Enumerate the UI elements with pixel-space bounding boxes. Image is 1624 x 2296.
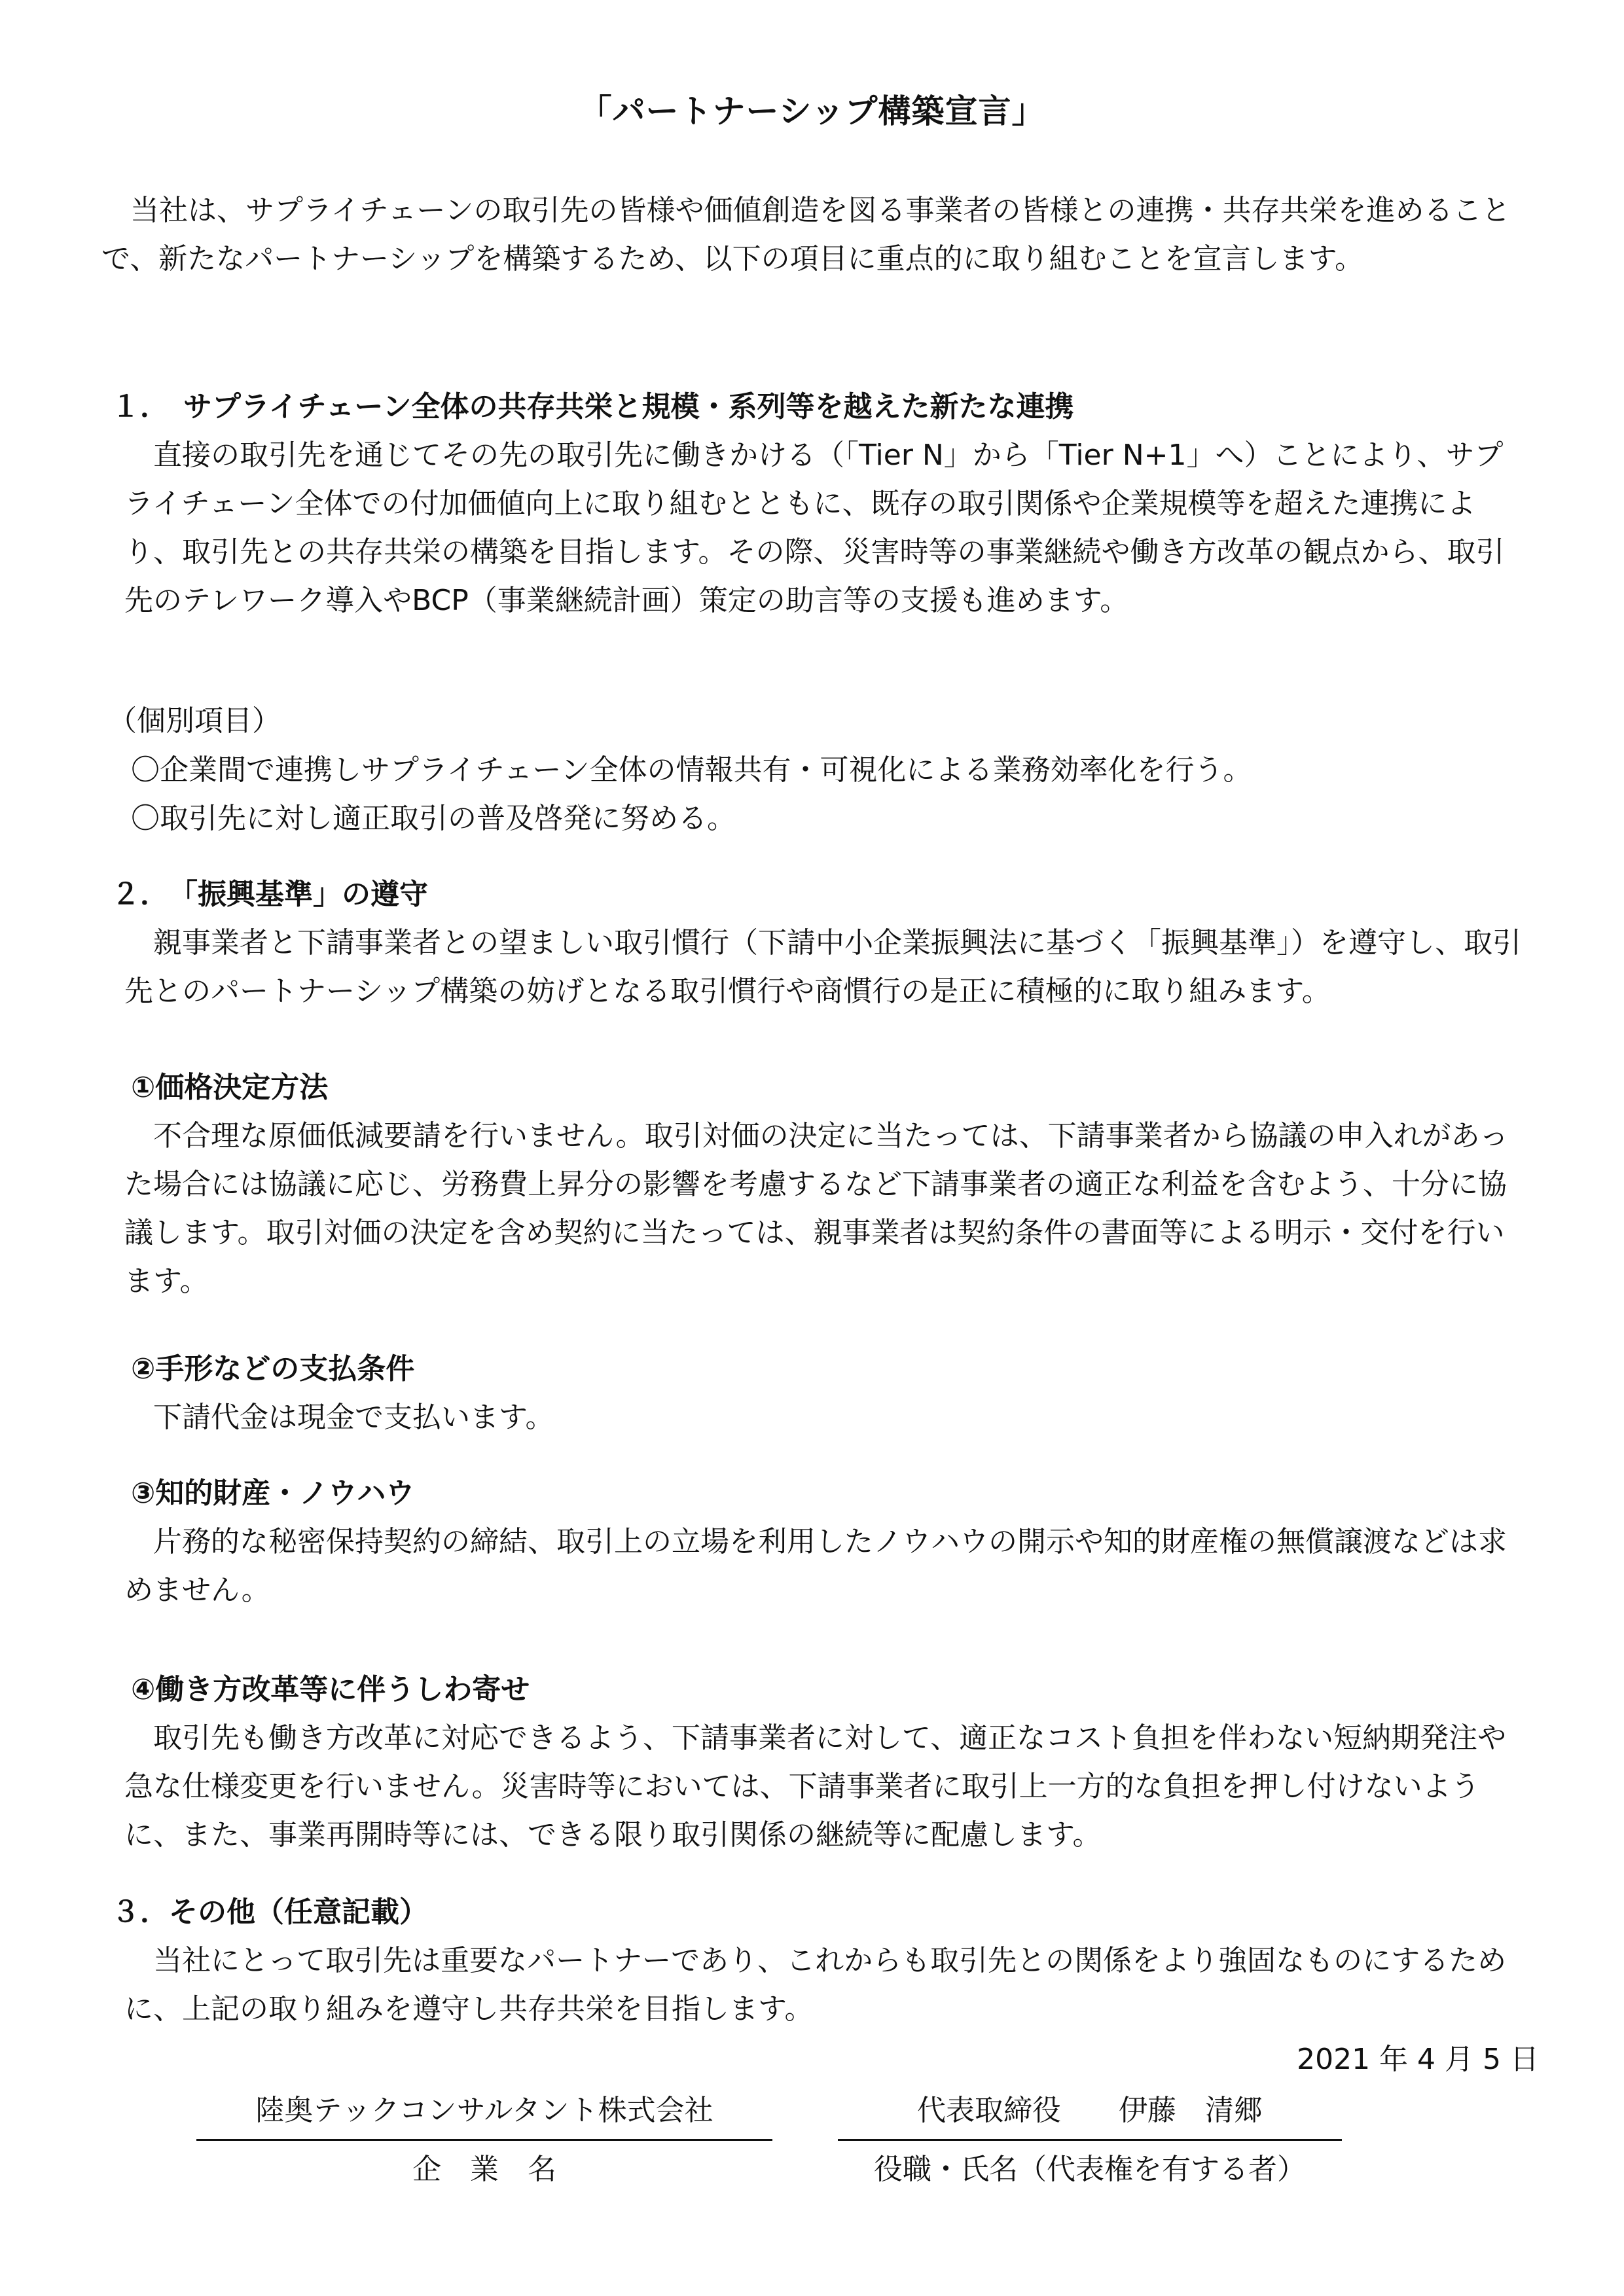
company-name: 陸奥テックコンサルタント株式会社 <box>255 2094 713 2127</box>
section-2-body: 親事業者と下請事業者との望ましい取引慣行（下請中小企業振興法に基づく「振興基準」）を遵守し、取引先とのパートナーシップ構築の妨げとなる取引慣行や商慣行の是正に積極的に取り組みます。 <box>124 926 1521 1008</box>
document-title: 「パートナーシップ構築宣言」 <box>579 92 1045 130</box>
section-3-heading: ３．その他（任意記載） <box>111 1895 428 1929</box>
representative-label: 役職・氏名（代表権を有する者） <box>874 2153 1306 2186</box>
representative-name: 代表取締役 伊藤 清郷 <box>917 2094 1263 2127</box>
section-1-subheading: （個別項目） <box>108 704 281 738</box>
declaration-date: 2021 年 4 月 5 日 <box>1297 2043 1539 2076</box>
subsection-heading: ④働き方改革等に伴うしわ寄せ <box>131 1673 530 1706</box>
subsection-body: 不合理な原価低減要請を行いません。取引対価の決定に当たっては、下請事業者から協議の申入れがあった場合には協議に応じ、労務費上昇分の影響を考慮するなど下請事業者の適正な利益を含むよう、十分に協議します。取引対価の決定を含め契約に当たっては、親事業者は契約条件の書面等による明示・交付を行います。 <box>124 1119 1509 1298</box>
subsection-body: 下請代金は現金で支払います。 <box>124 1401 554 1434</box>
representative-underline <box>838 2139 1342 2141</box>
subsection-heading: ③知的財産・ノウハウ <box>131 1477 415 1510</box>
intro-paragraph: 当社は、サプライチェーンの取引先の皆様や価値創造を図る事業者の皆様との連携・共存共栄を進めることで、新たなパートナーシップを構築するため、以下の項目に重点的に取り組むことを宣言します。 <box>101 194 1511 276</box>
section-1-item: 〇企業間で連携しサプライチェーン全体の情報共有・可視化による業務効率化を行う。 <box>131 753 1252 787</box>
section-2-heading: ２． 「振興基準」の遵守 <box>111 878 428 911</box>
section-1-item: 〇取引先に対し適正取引の普及啓発に努める。 <box>131 802 736 835</box>
section-3-body: 当社にとって取引先は重要なパートナーであり、これからも取引先との関係をより強固なものにするために、上記の取り組みを遵守し共存共栄を目指します。 <box>124 1944 1507 2026</box>
section-1-heading: １． サプライチェーン全体の共存共栄と規模・系列等を越えた新たな連携 <box>111 390 1074 423</box>
section-1-body: 直接の取引先を通じてその先の取引先に働きかける（「Tier N」から「Tier N+1」へ）ことにより、サプライチェーン全体での付加価値向上に取り組むとともに、既存の取引関係や企業規模等を超えた連携により、取引先との共存共栄の構築を目指します。その際、災害時等の事業継続や働き方改革の観点から、取引先のテレワーク導入やBCP（事業継続計画）策定の助言等の支援も進めます。 <box>124 439 1505 617</box>
company-name-underline <box>196 2139 772 2141</box>
subsection-heading: ②手形などの支払条件 <box>131 1352 415 1386</box>
subsection-heading: ①価格決定方法 <box>131 1071 329 1104</box>
subsection-body: 片務的な秘密保持契約の締結、取引上の立場を利用したノウハウの開示や知的財産権の無償譲渡などは求めません。 <box>124 1525 1507 1607</box>
company-name-label: 企 業 名 <box>412 2153 556 2186</box>
subsection-body: 取引先も働き方改革に対応できるよう、下請事業者に対して、適正なコスト負担を伴わない短納期発注や急な仕様変更を行いません。災害時等においては、下請事業者に取引上一方的な負担を押し付けないように、また、事業再開時等には、できる限り取引関係の継続等に配慮します。 <box>124 1721 1507 1852</box>
